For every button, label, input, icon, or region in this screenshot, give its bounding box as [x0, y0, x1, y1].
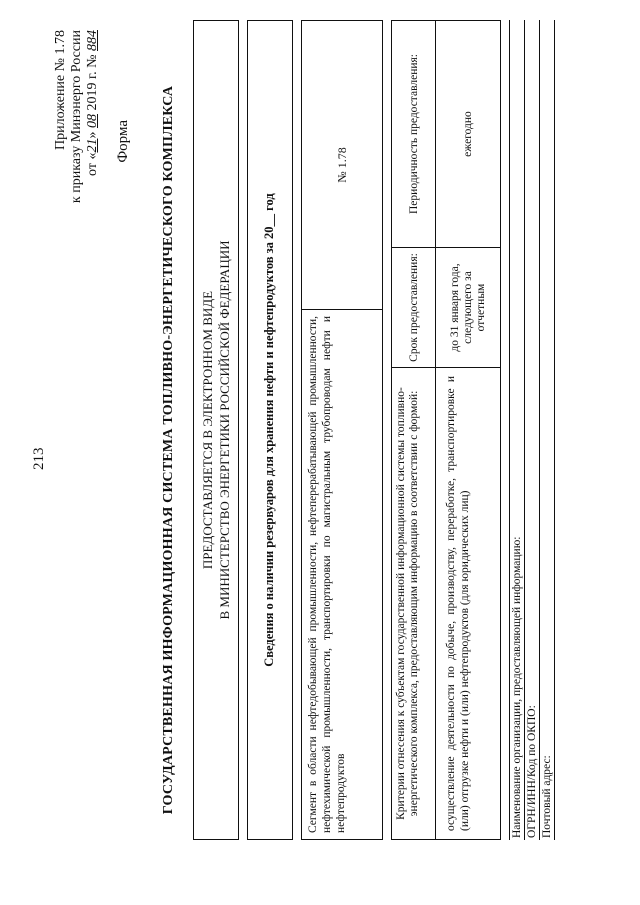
criteria-table [391, 20, 501, 840]
presented-line1: ПРЕДОСТАВЛЯЕТСЯ В ЭЛЕКТРОННОМ ВИДЕ [200, 290, 215, 570]
appendix-line2: к приказу Минэнерго России [69, 30, 84, 204]
periodicity-value: ежегодно [462, 111, 474, 157]
segment-text: Сегмент в области нефтедобывающей промышленности, нефтеперерабатывающей промышленности, нефтехимической промышленности, транспортировки по магистральным трубопроводам нефти и нефтепродуктов [302, 309, 382, 839]
form-label: Форма [115, 120, 131, 163]
organization-block [509, 20, 555, 840]
appendix-line3: от «21» 08 2019 г. № 884 [85, 30, 100, 176]
page-number: 213 [31, 447, 47, 470]
periodicity-header: Периодичность предоставления: [392, 21, 436, 247]
appendix-line1: Приложение № 1.78 [53, 30, 68, 150]
form-number: № 1.78 [334, 147, 349, 183]
order-day: 21 [85, 138, 100, 153]
org-name-field[interactable]: Наименование организации, предоставляющей информацию: [509, 20, 524, 840]
report-title: Сведения о наличии резервуаров для хранения нефти и нефтепродуктов за 20__ год [247, 20, 293, 840]
rotated-page [15, 10, 625, 890]
segment-row [301, 20, 383, 840]
criteria-header: Критерии отнесения к субъектам государственной информационной системы топливно-энергетического комплекса, предоставляющим информацию в соответствии с формой: [392, 367, 436, 839]
order-month: 08 [85, 114, 100, 129]
presented-box [193, 20, 239, 840]
deadline-value: до 31 января года, следующего за отчетным [436, 247, 500, 367]
org-address-field[interactable]: Почтовый адрес: [539, 20, 555, 840]
org-ids-field[interactable]: ОГРН/ИНН/Код по ОКПО: [524, 20, 539, 840]
appendix-block [53, 30, 101, 203]
deadline-header: Срок предоставления: [392, 247, 436, 367]
order-number: 884 [85, 30, 100, 51]
system-title: ГОСУДАРСТВЕННАЯ ИНФОРМАЦИОННАЯ СИСТЕМА ТОПЛИВНО-ЭНЕРГЕТИЧЕСКОГО КОМПЛЕКСА [161, 85, 176, 815]
presented-line2: В МИНИСТЕРСТВО ЭНЕРГЕТИКИ РОССИЙСКОЙ ФЕДЕРАЦИИ [217, 240, 232, 620]
criteria-value: осуществление деятельности по добыче, производству, переработке, транспортировке и (или) отгрузке нефти и (или) нефтепродуктов (для юридических лиц) [436, 367, 500, 839]
